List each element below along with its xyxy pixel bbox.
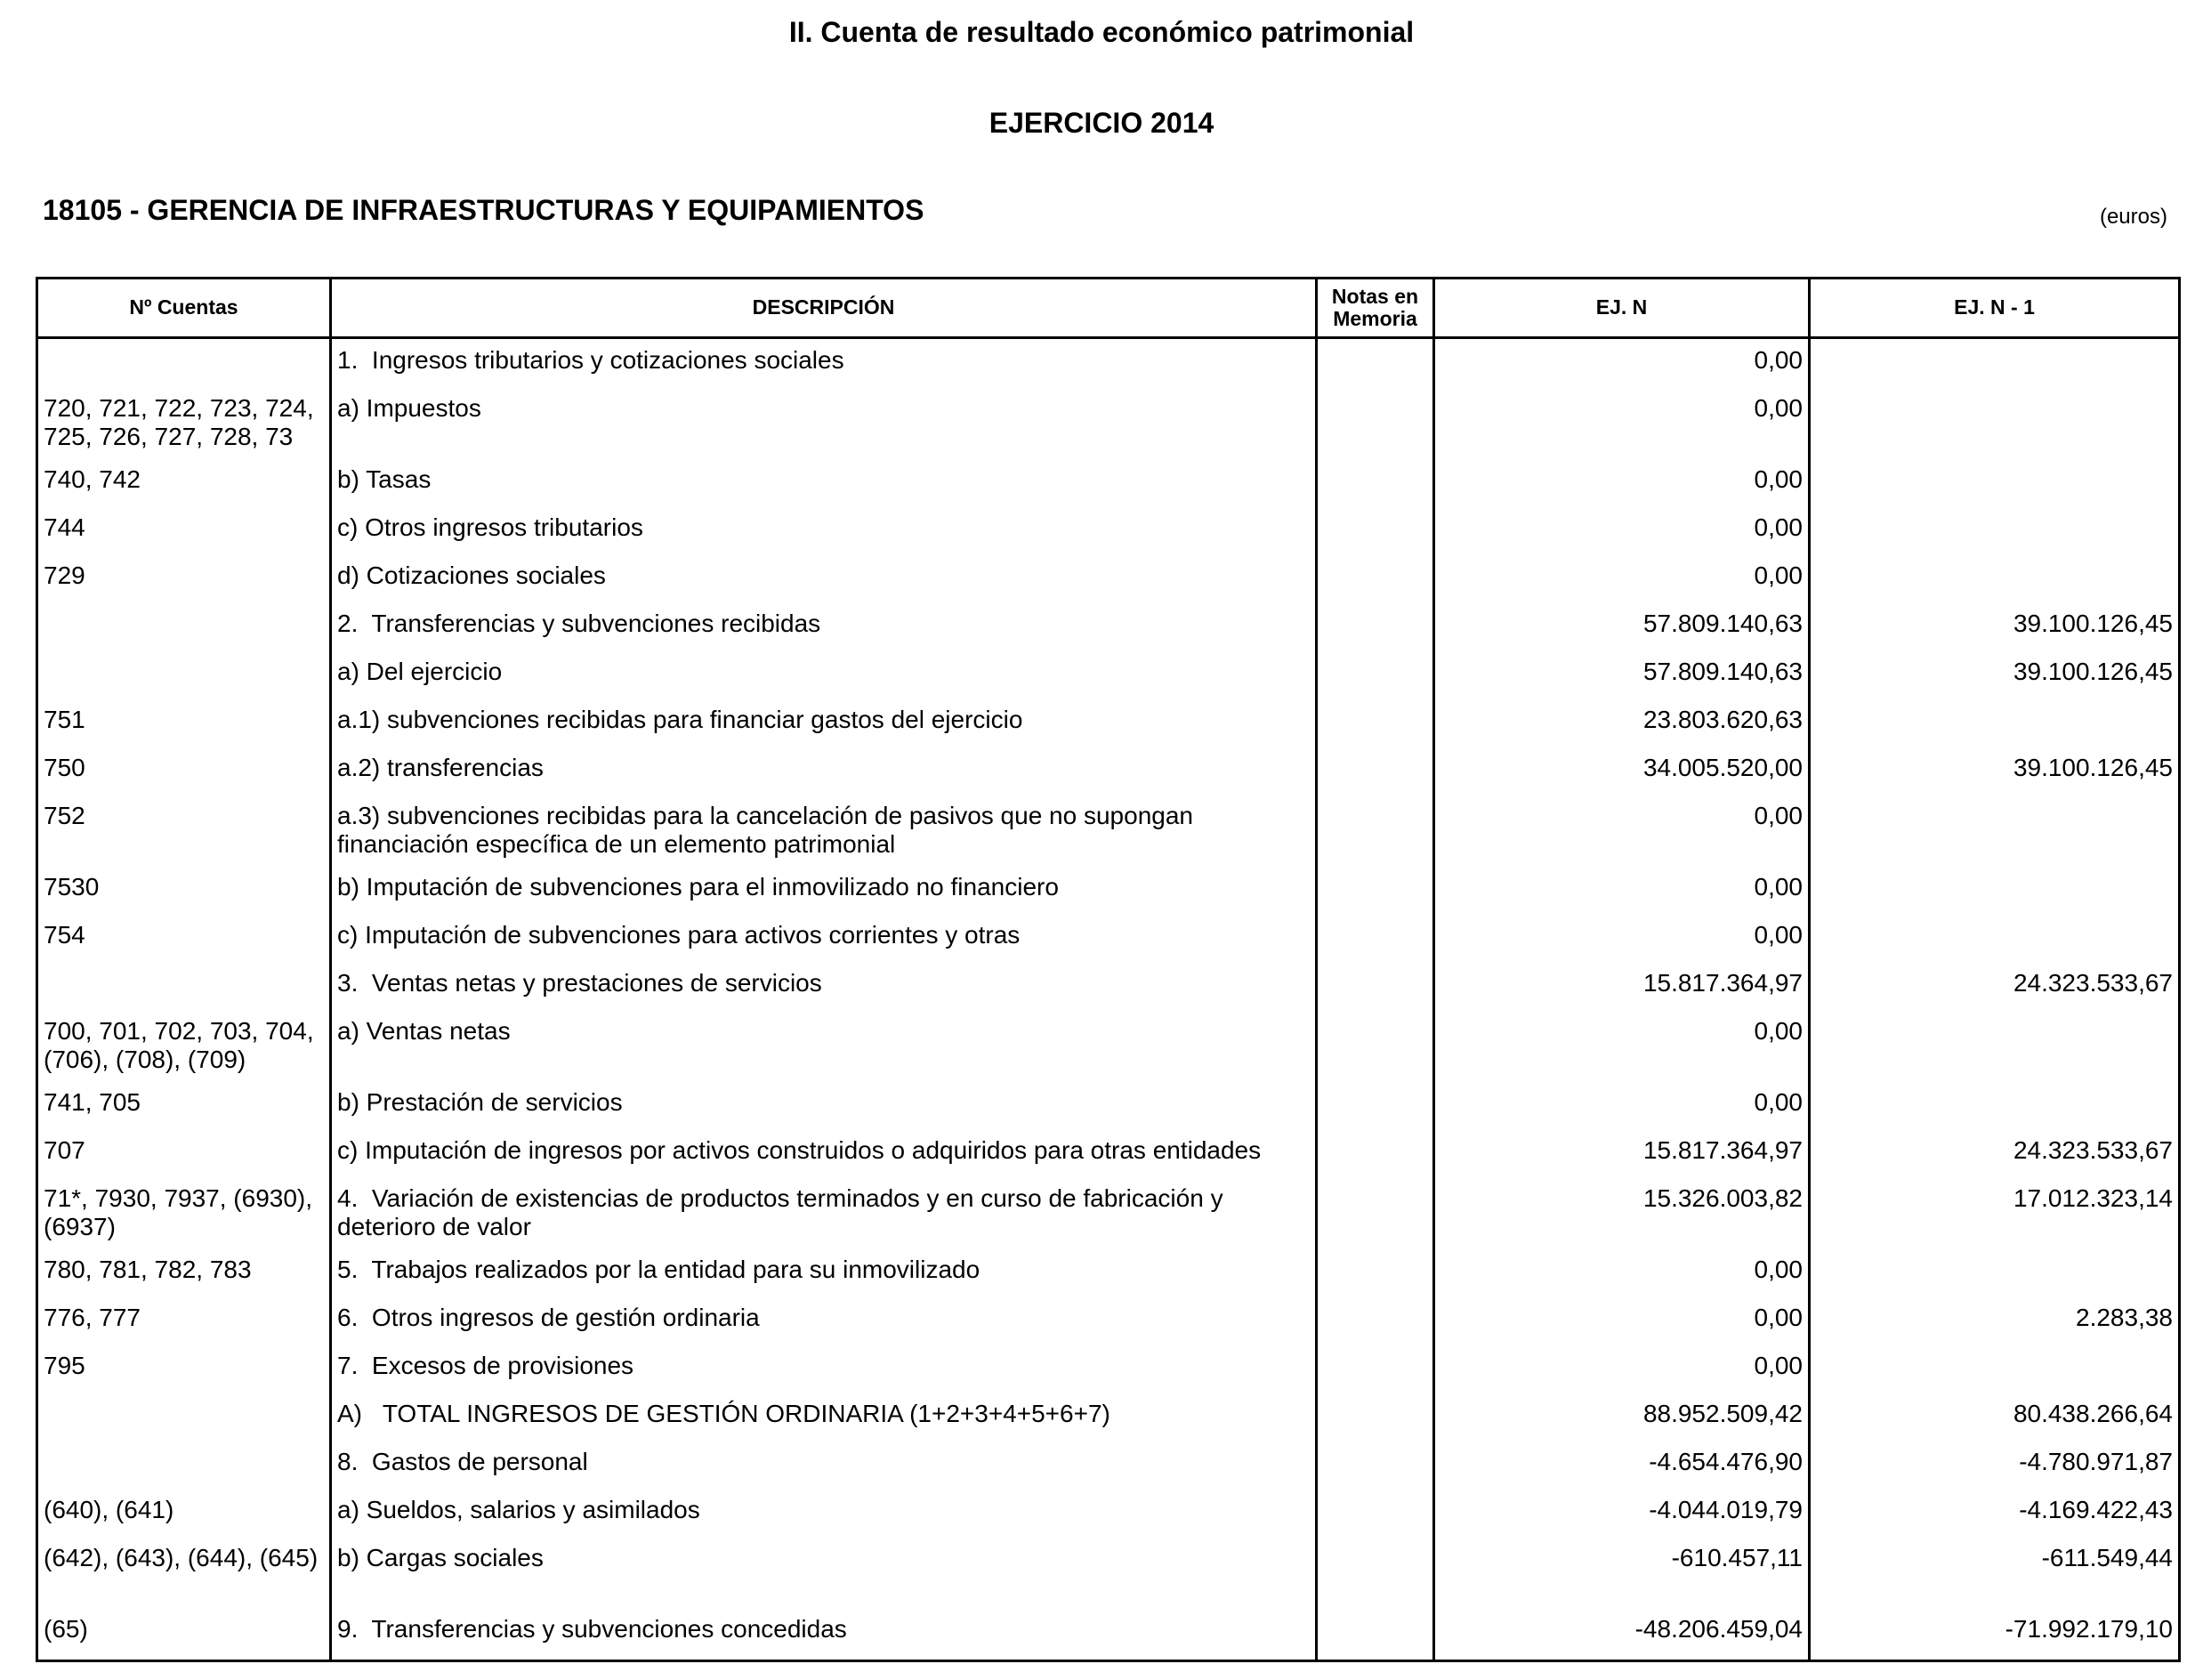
current-year-amount-cell: 15.817.364,97 (1434, 960, 1810, 1008)
exercise-label: EJERCICIO 2014 (989, 107, 1214, 139)
notes-cell (1317, 1391, 1434, 1439)
description-cell: a) Del ejercicio (331, 649, 1317, 697)
table-row (37, 1079, 2180, 1127)
notes-cell (1317, 697, 1434, 745)
column-header-current-year: EJ. N (1434, 279, 1810, 338)
previous-year-amount-cell (1810, 912, 2180, 960)
account-codes-cell (37, 601, 331, 649)
previous-year-amount-cell: 24.323.533,67 (1810, 960, 2180, 1008)
current-year-amount-cell: -48.206.459,04 (1434, 1606, 1810, 1661)
description-cell: 2. Transferencias y subvenciones recibidas (331, 601, 1317, 649)
notes-cell (1317, 912, 1434, 960)
account-codes-cell: 7530 (37, 864, 331, 912)
current-year-amount-cell: 57.809.140,63 (1434, 601, 1810, 649)
table-row (37, 1127, 2180, 1175)
description-cell: b) Prestación de servicios (331, 1079, 1317, 1127)
previous-year-amount-cell: -611.549,44 (1810, 1535, 2180, 1606)
account-codes-cell: 752 (37, 793, 331, 864)
account-codes-cell: 776, 777 (37, 1295, 331, 1343)
previous-year-amount-cell (1810, 1247, 2180, 1295)
current-year-amount-cell: 57.809.140,63 (1434, 649, 1810, 697)
notes-cell (1317, 1487, 1434, 1535)
notes-cell (1317, 1439, 1434, 1487)
account-codes-cell: 71*, 7930, 7937, (6930), (6937) (37, 1175, 331, 1247)
previous-year-amount-cell (1810, 1008, 2180, 1079)
table-row (37, 1391, 2180, 1439)
units-label: (euros) (2099, 205, 2167, 229)
current-year-amount-cell: 0,00 (1434, 1343, 1810, 1391)
current-year-amount-cell: 0,00 (1434, 1008, 1810, 1079)
description-cell: a) Impuestos (331, 385, 1317, 456)
description-cell: b) Imputación de subvenciones para el inmovilizado no financiero (331, 864, 1317, 912)
account-codes-cell (37, 1439, 331, 1487)
current-year-amount-cell: 23.803.620,63 (1434, 697, 1810, 745)
description-cell: c) Otros ingresos tributarios (331, 505, 1317, 553)
table-row (37, 1175, 2180, 1247)
current-year-amount-cell: -4.654.476,90 (1434, 1439, 1810, 1487)
notes-cell (1317, 960, 1434, 1008)
notes-cell (1317, 456, 1434, 505)
previous-year-amount-cell: 80.438.266,64 (1810, 1391, 2180, 1439)
description-cell: c) Imputación de ingresos por activos construidos o adquiridos para otras entidades (331, 1127, 1317, 1175)
notes-cell (1317, 1008, 1434, 1079)
table-row (37, 1247, 2180, 1295)
notes-cell (1317, 1127, 1434, 1175)
current-year-amount-cell: 0,00 (1434, 505, 1810, 553)
current-year-amount-cell: 0,00 (1434, 553, 1810, 601)
previous-year-amount-cell: 17.012.323,14 (1810, 1175, 2180, 1247)
previous-year-amount-cell (1810, 385, 2180, 456)
previous-year-amount-cell (1810, 553, 2180, 601)
table-row (37, 601, 2180, 649)
current-year-amount-cell: 0,00 (1434, 793, 1810, 864)
previous-year-amount-cell: 39.100.126,45 (1810, 601, 2180, 649)
notes-cell (1317, 793, 1434, 864)
description-cell: b) Cargas sociales (331, 1535, 1317, 1606)
previous-year-amount-cell: 24.323.533,67 (1810, 1127, 2180, 1175)
description-cell: a) Ventas netas (331, 1008, 1317, 1079)
description-cell: 9. Transferencias y subvenciones concedidas (331, 1606, 1317, 1661)
notes-cell (1317, 1606, 1434, 1661)
table-row (37, 960, 2180, 1008)
table-row (37, 1008, 2180, 1079)
current-year-amount-cell: 88.952.509,42 (1434, 1391, 1810, 1439)
description-cell: d) Cotizaciones sociales (331, 553, 1317, 601)
account-codes-cell: 720, 721, 722, 723, 724, 725, 726, 727, 728, 73 (37, 385, 331, 456)
table-row (37, 385, 2180, 456)
notes-cell (1317, 505, 1434, 553)
table-row (37, 793, 2180, 864)
description-cell: c) Imputación de subvenciones para activos corrientes y otras (331, 912, 1317, 960)
previous-year-amount-cell: -4.780.971,87 (1810, 1439, 2180, 1487)
table-row (37, 1535, 2180, 1606)
account-codes-cell: 741, 705 (37, 1079, 331, 1127)
current-year-amount-cell: 0,00 (1434, 338, 1810, 386)
previous-year-amount-cell (1810, 338, 2180, 386)
previous-year-amount-cell: -4.169.422,43 (1810, 1487, 2180, 1535)
report-title: II. Cuenta de resultado económico patrimonial (788, 16, 1415, 48)
table-row (37, 338, 2180, 386)
current-year-amount-cell: 0,00 (1434, 1247, 1810, 1295)
current-year-amount-cell: 0,00 (1434, 385, 1810, 456)
current-year-amount-cell: -610.457,11 (1434, 1535, 1810, 1606)
table-row (37, 505, 2180, 553)
current-year-amount-cell: 0,00 (1434, 1295, 1810, 1343)
current-year-amount-cell: 15.326.003,82 (1434, 1175, 1810, 1247)
description-cell: a) Sueldos, salarios y asimilados (331, 1487, 1317, 1535)
table-row (37, 1295, 2180, 1343)
results-table (36, 277, 2181, 1662)
previous-year-amount-cell (1810, 793, 2180, 864)
previous-year-amount-cell: 39.100.126,45 (1810, 649, 2180, 697)
previous-year-amount-cell (1810, 697, 2180, 745)
account-codes-cell (37, 960, 331, 1008)
table-row (37, 649, 2180, 697)
current-year-amount-cell: 0,00 (1434, 864, 1810, 912)
account-codes-cell: 780, 781, 782, 783 (37, 1247, 331, 1295)
current-year-amount-cell: -4.044.019,79 (1434, 1487, 1810, 1535)
table-row (37, 745, 2180, 793)
previous-year-amount-cell: 2.283,38 (1810, 1295, 2180, 1343)
table-row (37, 553, 2180, 601)
description-cell: a.1) subvenciones recibidas para financiar gastos del ejercicio (331, 697, 1317, 745)
table-row (37, 456, 2180, 505)
notes-cell (1317, 745, 1434, 793)
account-codes-cell (37, 1391, 331, 1439)
notes-cell (1317, 601, 1434, 649)
description-cell: 7. Excesos de provisiones (331, 1343, 1317, 1391)
previous-year-amount-cell (1810, 864, 2180, 912)
description-cell: 8. Gastos de personal (331, 1439, 1317, 1487)
account-codes-cell: (640), (641) (37, 1487, 331, 1535)
account-codes-cell: 740, 742 (37, 456, 331, 505)
previous-year-amount-cell: -71.992.179,10 (1810, 1606, 2180, 1661)
description-cell: 6. Otros ingresos de gestión ordinaria (331, 1295, 1317, 1343)
table-row (37, 1439, 2180, 1487)
notes-cell (1317, 649, 1434, 697)
current-year-amount-cell: 0,00 (1434, 912, 1810, 960)
description-cell: a.2) transferencias (331, 745, 1317, 793)
notes-cell (1317, 553, 1434, 601)
previous-year-amount-cell (1810, 1079, 2180, 1127)
account-codes-cell: 795 (37, 1343, 331, 1391)
description-cell: 1. Ingresos tributarios y cotizaciones sociales (331, 338, 1317, 386)
description-cell: 3. Ventas netas y prestaciones de servicios (331, 960, 1317, 1008)
column-header-previous-year: EJ. N - 1 (1810, 279, 2180, 338)
table-row (37, 1487, 2180, 1535)
table-row (37, 1343, 2180, 1391)
column-header-description: DESCRIPCIÓN (331, 279, 1317, 338)
previous-year-amount-cell (1810, 456, 2180, 505)
account-codes-cell: 729 (37, 553, 331, 601)
account-codes-cell: 744 (37, 505, 331, 553)
notes-cell (1317, 385, 1434, 456)
current-year-amount-cell: 0,00 (1434, 456, 1810, 505)
notes-cell (1317, 1295, 1434, 1343)
description-cell: b) Tasas (331, 456, 1317, 505)
account-codes-cell: 700, 701, 702, 703, 704, (706), (708), (709) (37, 1008, 331, 1079)
account-codes-cell: (65) (37, 1606, 331, 1661)
current-year-amount-cell: 15.817.364,97 (1434, 1127, 1810, 1175)
table-row (37, 697, 2180, 745)
account-codes-cell (37, 649, 331, 697)
entity-name: 18105 - GERENCIA DE INFRAESTRUCTURAS Y EQUIPAMIENTOS (43, 194, 924, 226)
description-cell: 4. Variación de existencias de productos terminados y en curso de fabricación y deterioro de valor (331, 1175, 1317, 1247)
column-header-notes: Notas en Memoria (1317, 279, 1434, 338)
description-cell: a.3) subvenciones recibidas para la cancelación de pasivos que no supongan financiación específica de un elemento patrimonial (331, 793, 1317, 864)
notes-cell (1317, 1535, 1434, 1606)
table-row (37, 912, 2180, 960)
notes-cell (1317, 1343, 1434, 1391)
notes-cell (1317, 338, 1434, 386)
description-cell: A) TOTAL INGRESOS DE GESTIÓN ORDINARIA (1+2+3+4+5+6+7) (331, 1391, 1317, 1439)
account-codes-cell: 751 (37, 697, 331, 745)
table-header-row (37, 279, 2180, 338)
notes-cell (1317, 864, 1434, 912)
notes-cell (1317, 1175, 1434, 1247)
description-cell: 5. Trabajos realizados por la entidad para su inmovilizado (331, 1247, 1317, 1295)
current-year-amount-cell: 0,00 (1434, 1079, 1810, 1127)
column-header-accounts: Nº Cuentas (37, 279, 331, 338)
table-body (37, 338, 2180, 1661)
account-codes-cell: (642), (643), (644), (645) (37, 1535, 331, 1606)
table-row (37, 1606, 2180, 1661)
account-codes-cell: 754 (37, 912, 331, 960)
previous-year-amount-cell (1810, 505, 2180, 553)
account-codes-cell: 750 (37, 745, 331, 793)
account-codes-cell (37, 338, 331, 386)
account-codes-cell: 707 (37, 1127, 331, 1175)
previous-year-amount-cell (1810, 1343, 2180, 1391)
previous-year-amount-cell: 39.100.126,45 (1810, 745, 2180, 793)
notes-cell (1317, 1247, 1434, 1295)
notes-cell (1317, 1079, 1434, 1127)
current-year-amount-cell: 34.005.520,00 (1434, 745, 1810, 793)
table-row (37, 864, 2180, 912)
